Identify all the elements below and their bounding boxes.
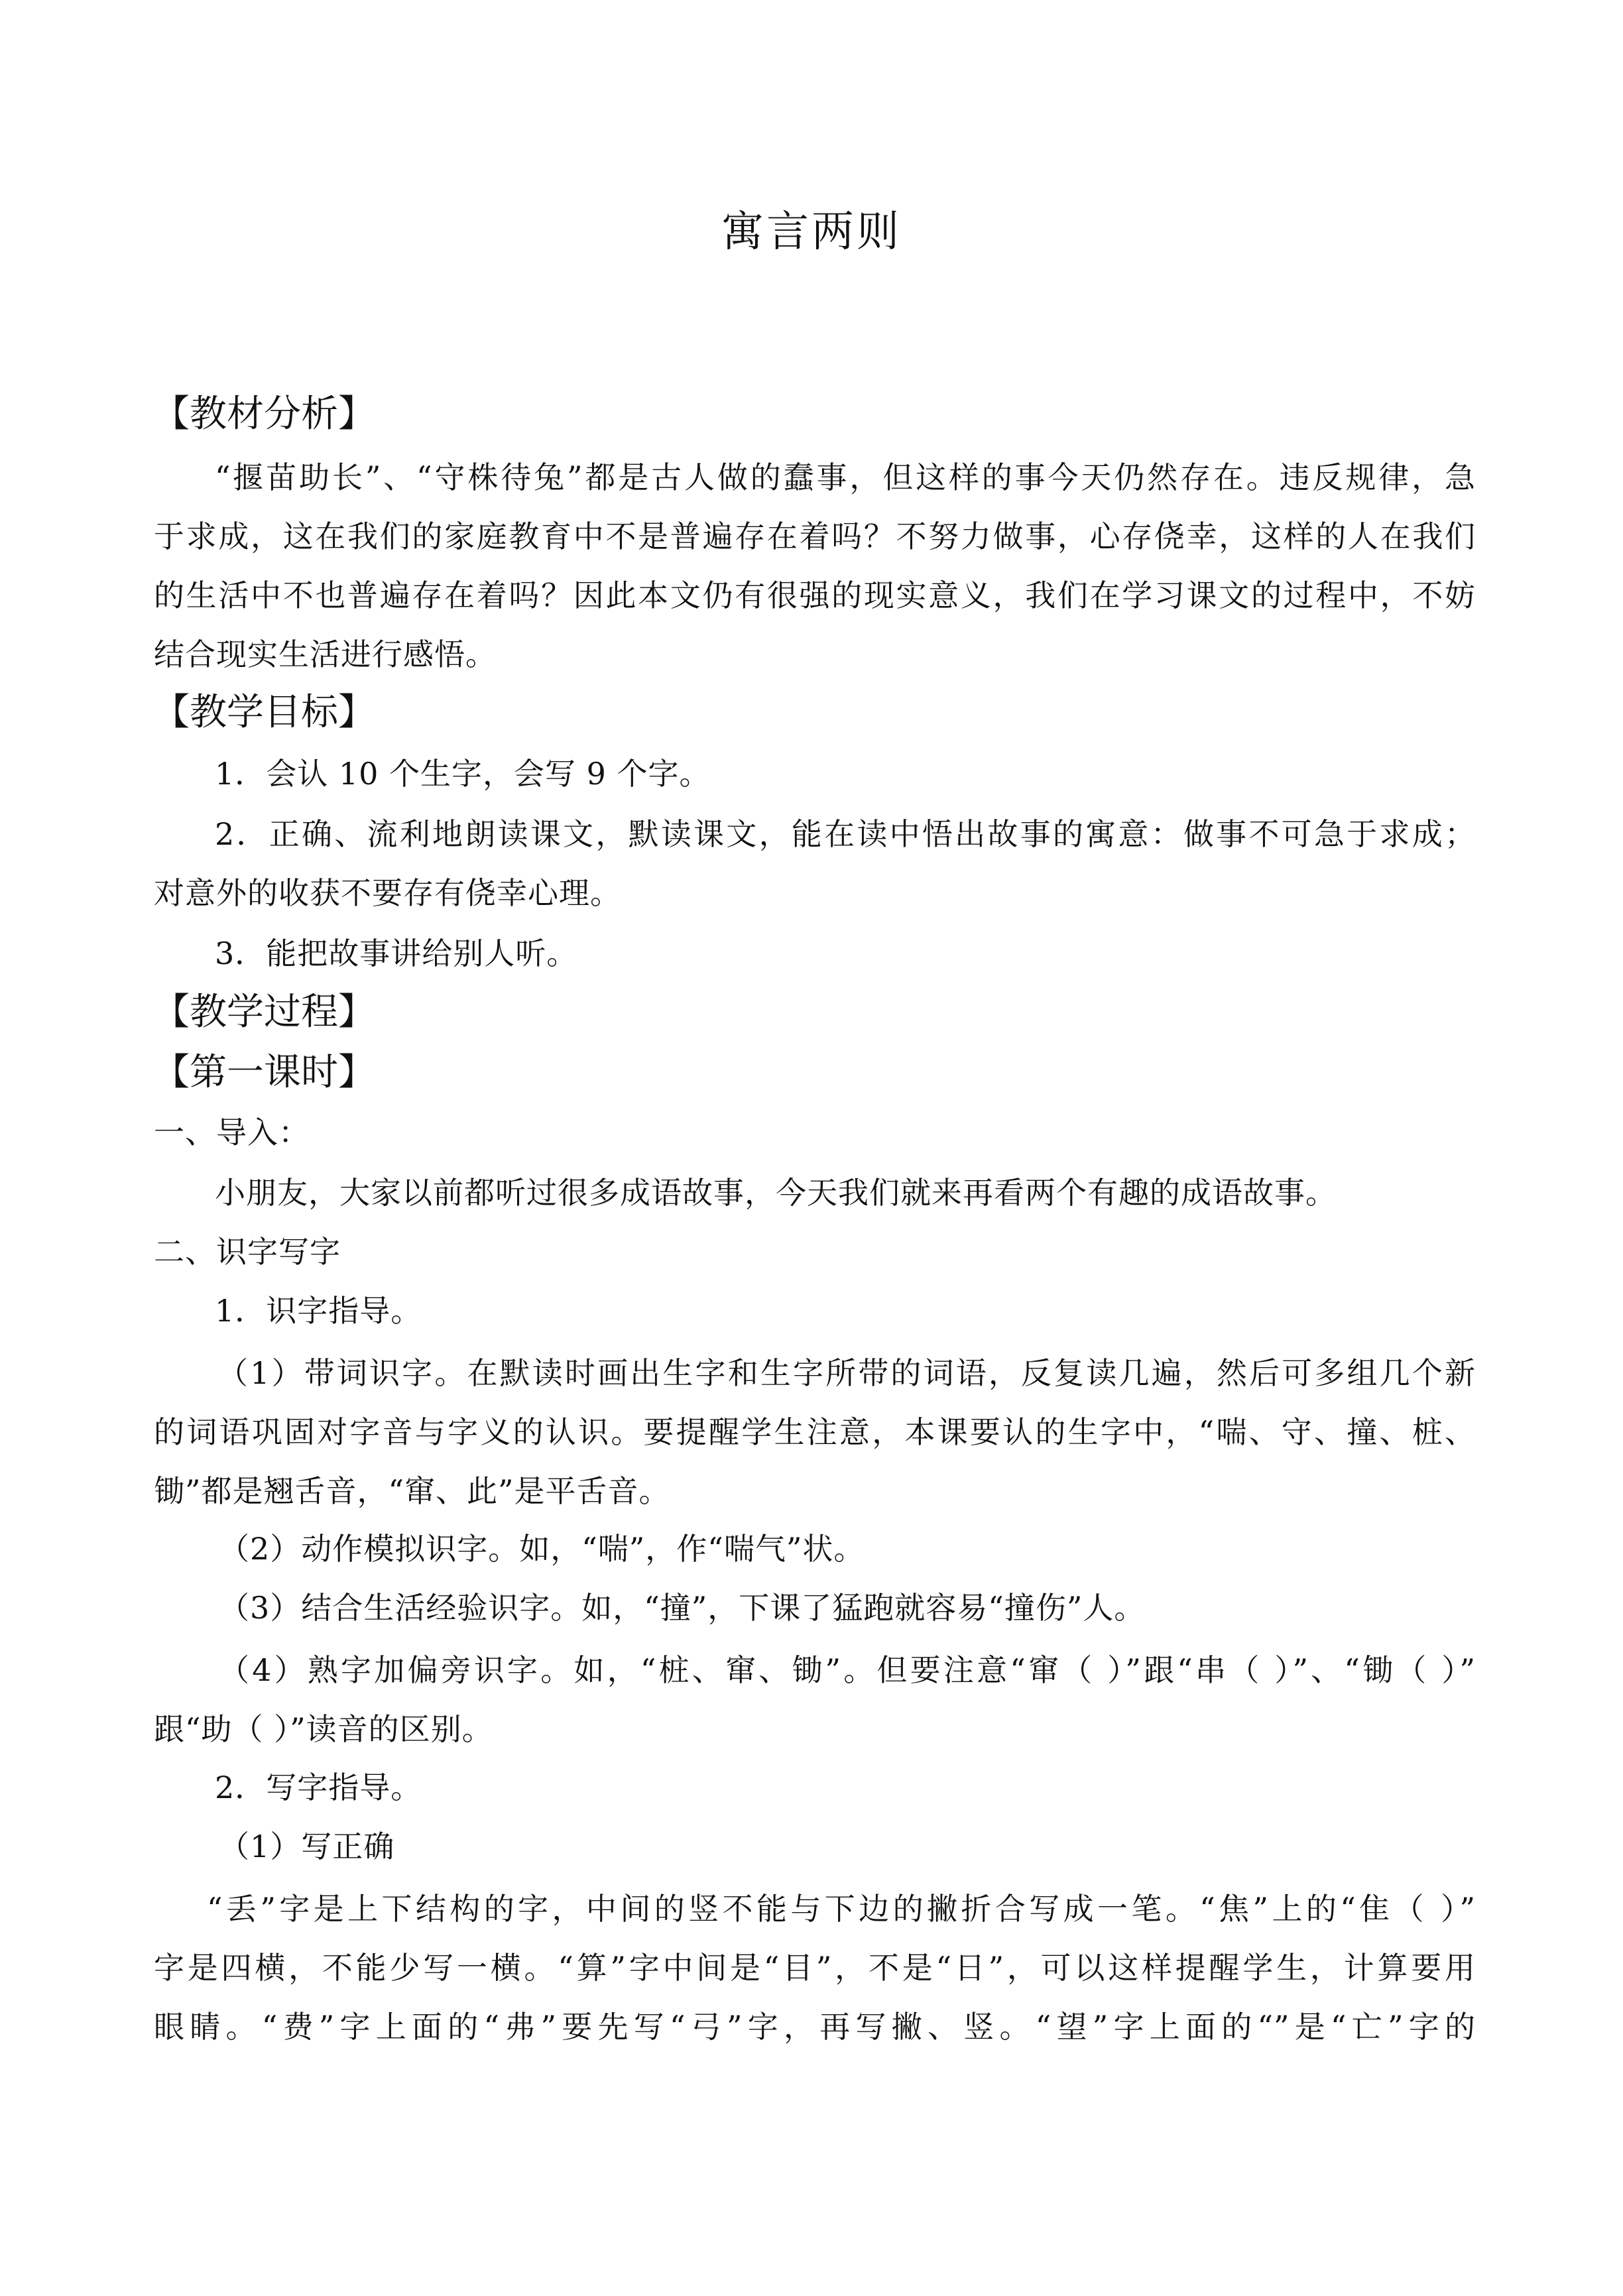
goal-2-line: 对意外的收获不要存有侥幸心理。 xyxy=(154,875,621,911)
literacy-1-4-line: 跟“助（ ）”读音的区别。 xyxy=(154,1711,493,1747)
literacy-1-1-paragraph xyxy=(154,1344,1476,1521)
literacy-1-1-line: 的词语巩固对字音与字义的认识。要提醒学生注意，本课要认的生字中，“喘、守、撞、桩、 xyxy=(154,1414,1476,1450)
heading-goals: 【教学目标】 xyxy=(152,691,375,734)
analysis-line: 的生活中不也普遍存在着吗？因此本文仍有很强的现实意义，我们在学习课文的过程中，不妨 xyxy=(154,577,1476,613)
intro-text: 小朋友，大家以前都听过很多成语故事，今天我们就来再看两个有趣的成语故事。 xyxy=(215,1175,1337,1211)
literacy-1-1-line: 锄”都是翘舌音，“窜、此”是平舌音。 xyxy=(154,1473,670,1509)
goal-3: 3．能把故事讲给别人听。 xyxy=(215,936,578,971)
heading-analysis: 【教材分析】 xyxy=(152,393,375,436)
analysis-line: “揠苗助长”、“守株待兔”都是古人做的蠢事，但这样的事今天仍然存在。违反规律，急 xyxy=(215,459,1476,495)
page-title: 寓言两则 xyxy=(721,208,902,257)
writing-line: “丢”字是上下结构的字，中间的竖不能与下边的撇折合写成一笔。“焦”上的“隹（ ）” xyxy=(207,1891,1476,1927)
goal-2-paragraph xyxy=(154,805,1476,923)
literacy-1-3: （3）结合生活经验识字。如，“撞”，下课了猛跑就容易“撞伤”人。 xyxy=(219,1590,1146,1626)
intro-heading: 一、导入： xyxy=(154,1115,310,1150)
heading-lesson-1: 【第一课时】 xyxy=(152,1051,375,1094)
literacy-1-1-line: （1）带词识字。在默读时画出生字和生字所带的词语，反复读几遍，然后可多组几个新 xyxy=(217,1355,1476,1391)
literacy-1-2: （2）动作模拟识字。如，“喘”，作“喘气”状。 xyxy=(219,1531,865,1567)
writing-paragraph xyxy=(154,1880,1476,2057)
writing-2: 2．写字指导。 xyxy=(215,1770,422,1805)
goal-2-line: 2．正确、流利地朗读课文，默读课文，能在读中悟出故事的寓意：做事不可急于求成； xyxy=(215,816,1476,852)
heading-process: 【教学过程】 xyxy=(152,991,375,1034)
writing-2-1: （1）写正确 xyxy=(219,1829,395,1864)
literacy-1: 1．识字指导。 xyxy=(215,1293,422,1329)
analysis-line: 于求成，这在我们的家庭教育中不是普遍存在着吗？不努力做事，心存侥幸，这样的人在我们 xyxy=(154,518,1476,554)
writing-line: 字是四横，不能少写一横。“算”字中间是“目”，不是“日”，可以这样提醒学生，计算要用 xyxy=(154,1950,1476,1986)
goal-1: 1．会认 10 个生字，会写 9 个字。 xyxy=(215,756,711,792)
analysis-paragraph xyxy=(154,448,1476,684)
literacy-1-4-paragraph xyxy=(154,1641,1476,1759)
literacy-heading: 二、识字写字 xyxy=(154,1234,341,1270)
analysis-line: 结合现实生活进行感悟。 xyxy=(154,636,497,672)
writing-line: 眼睛。“费”字上面的“弗”要先写“弓”字，再写撇、竖。“望”字上面的“”是“亡”字的 xyxy=(154,2009,1476,2045)
literacy-1-4-line: （4）熟字加偏旁识字。如，“桩、窜、锄”。但要注意“窜（ ）”跟“串（ ）”、“锄（ ）” xyxy=(219,1652,1476,1688)
